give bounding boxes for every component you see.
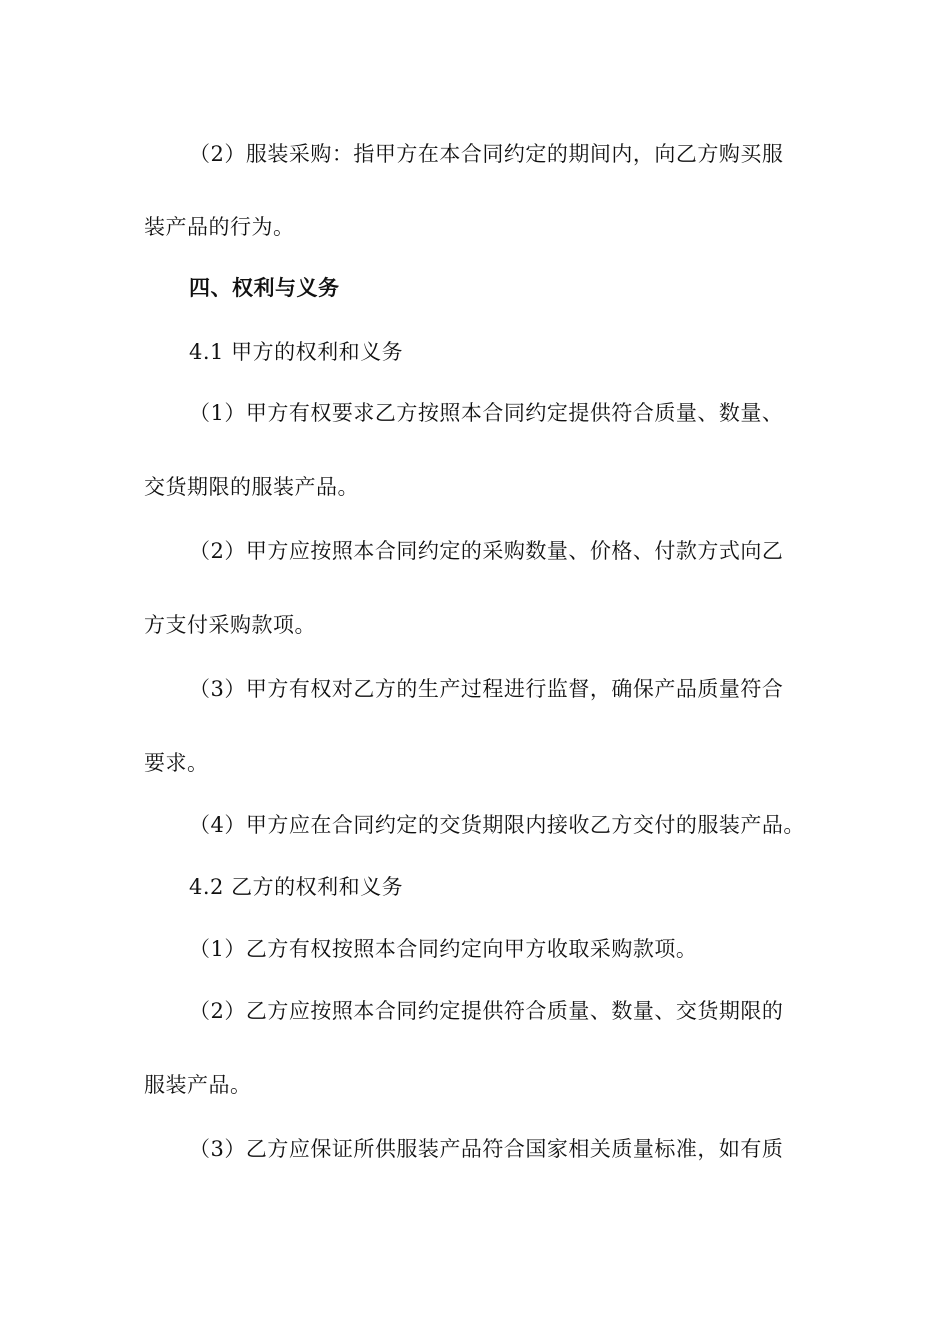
clause-4-1-1-line-2: 交货期限的服装产品。 [144,475,359,499]
clause-4-2-3-line-1: （3）乙方应保证所供服装产品符合国家相关质量标准，如有质 [189,1137,784,1161]
subsection-heading-4-2: 4.2 乙方的权利和义务 [189,875,404,899]
section-heading-4: 四、权利与义务 [189,275,340,300]
clause-4-2-1: （1）乙方有权按照本合同约定向甲方收取采购款项。 [189,937,698,961]
paragraph-2-definition-line-2: 装产品的行为。 [144,215,295,239]
clause-4-2-2-line-1: （2）乙方应按照本合同约定提供符合质量、数量、交货期限的 [189,999,784,1023]
clause-4-1-4: （4）甲方应在合同约定的交货期限内接收乙方交付的服装产品。 [189,813,805,837]
clause-4-1-2-line-1: （2）甲方应按照本合同约定的采购数量、价格、付款方式向乙 [189,539,784,563]
subsection-heading-4-1: 4.1 甲方的权利和义务 [189,340,404,364]
clause-4-1-3-line-2: 要求。 [144,751,209,775]
paragraph-2-definition-line-1: （2）服装采购：指甲方在本合同约定的期间内，向乙方购买服 [189,142,784,166]
clause-4-1-1-line-1: （1）甲方有权要求乙方按照本合同约定提供符合质量、数量、 [189,401,784,425]
clause-4-1-2-line-2: 方支付采购款项。 [144,613,316,637]
clause-4-2-2-line-2: 服装产品。 [144,1073,252,1097]
clause-4-1-3-line-1: （3）甲方有权对乙方的生产过程进行监督，确保产品质量符合 [189,677,784,701]
